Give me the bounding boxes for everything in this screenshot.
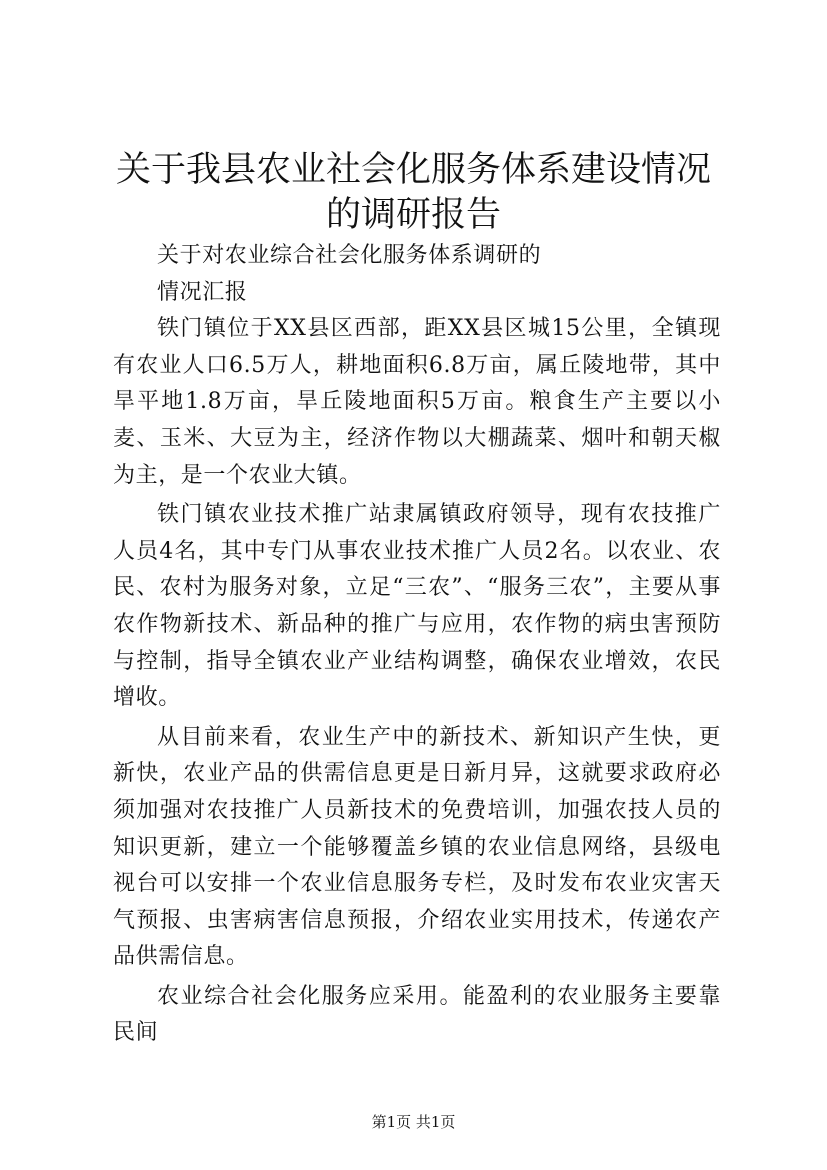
document-body (113, 238, 721, 1052)
paragraph-town-overview: 铁门镇位于XX县区西部，距XX县区城15公里，全镇现有农业人口6.5万人，耕地面积6.8万亩，属丘陵地带，其中旱平地1.8万亩，旱丘陵地面积5万亩。粮食生产主要以小麦、玉米、大豆为主，经济作物以大棚蔬菜、烟叶和朝天椒为主，是一个农业大镇。 (113, 316, 721, 488)
paragraph-subtitle-line-2: 情况汇报 (157, 279, 248, 305)
paragraph-extension-station: 铁门镇农业技术推广站隶属镇政府领导，现有农技推广人员4名，其中专门从事农业技术推广人员2名。以农业、农民、农村为服务对象，立足“三农”、“服务三农”，主要从事农作物新技术、新品种的推广与应用，农作物的病虫害预防与控制，指导全镇农业产业结构调整，确保农业增效，农民增收。 (113, 502, 721, 711)
document-title: 关于我县农业社会化服务体系建设情况的调研报告 (115, 150, 711, 235)
paragraph-service-approach: 农业综合社会化服务应采用。能盈利的农业服务主要靠民间 (113, 983, 721, 1046)
page-footer: 第1页 共1页 (371, 1113, 456, 1131)
paragraph-current-situation: 从目前来看，农业生产中的新技术、新知识产生快，更新快，农业产品的供需信息更是日新月异，这就要求政府必须加强对农技推广人员新技术的免费培训，加强农技人员的知识更新，建立一个能够覆盖乡镇的农业信息网络，县级电视台可以安排一个农业信息服务专栏，及时发布农业灾害天气预报、虫害病害信息预报，介绍农业实用技术，传递农产品供需信息。 (113, 724, 721, 970)
paragraph-subtitle-line-1: 关于对农业综合社会化服务体系调研的 (157, 243, 542, 268)
